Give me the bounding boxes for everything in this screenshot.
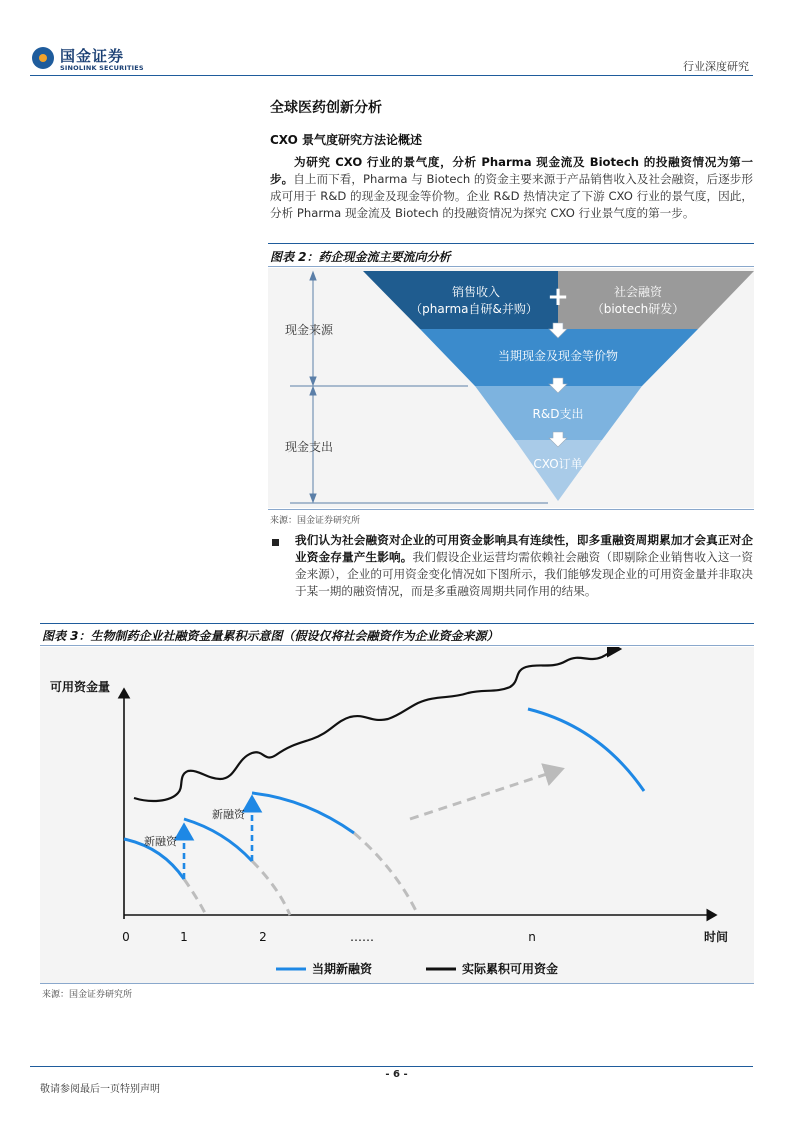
funnel-cash-label: 当期现金及现金等价物 (497, 349, 619, 363)
new-financing-label-1: 新融资 (144, 835, 177, 848)
tick-0: 0 (122, 930, 130, 944)
funnel-social-label: 社会融资 (613, 285, 663, 299)
figure3-source: 来源：国金证券研究所 (42, 990, 133, 1000)
figure2-title-rule (268, 266, 754, 267)
doc-type: 行业深度研究 (683, 60, 749, 73)
figure3-title-rule (40, 645, 754, 646)
figure2-bottom-rule (268, 509, 754, 510)
paragraph-2-text: 我们假设企业运营均需依赖社会融资（即剔除企业销售收入这一资金来源），企业的可用资金变化情况如下图所示，我们能够发现企业的可用资金量并非取决于某一期的融资情况，而是多重融资周期共同作用的结果。 (295, 550, 753, 598)
funnel-sales-label: 销售收入 (451, 285, 501, 299)
x-axis-label: 时间 (704, 930, 729, 944)
funnel-cxo-label: CXO订单 (533, 457, 583, 471)
plus-icon: + (547, 282, 569, 312)
section-title: 全球医药创新分析 (270, 100, 382, 116)
funnel-sales-sub: （pharma自研&并购） (410, 302, 538, 316)
funnel-social-sub: （biotech研发） (591, 302, 685, 316)
paragraph-1-text: 自上而下看，Pharma 与 Biotech 的资金主要来源于产品销售收入及社会融资，后逐步形成可用于 R&D 的现金及现金等价物。企业 R&D 热情决定了下游 CXO 行业的景气度，因此，分析 Pharma 现金流及 Biotech 的投融资情况为探究 CXO 行业景气度的第一步。 (270, 172, 753, 220)
label-cash-spend: 现金支出 (285, 440, 334, 454)
figure2-top-rule (268, 243, 754, 244)
header-divider (30, 75, 753, 76)
tick-1: 1 (180, 930, 188, 944)
tick-ellipsis: …… (350, 930, 374, 944)
figure3-chart (40, 647, 754, 983)
logo-text-en: SINOLINK SECURITIES (60, 64, 144, 72)
footer-disclaimer: 敬请参阅最后一页特别声明 (40, 1084, 160, 1095)
figure3-top-rule (40, 623, 754, 624)
legend-black-label: 实际累积可用资金 (462, 962, 559, 976)
logo-mark-dot (39, 54, 47, 62)
figure3-bottom-rule (40, 983, 754, 984)
legend-blue-label: 当期新融资 (312, 962, 373, 976)
figure2-title: 图表 2：药企现金流主要流向分析 (270, 250, 451, 264)
paragraph-2-bold: 我们认为社会融资对企业的可用资金影响具有连续性，即多重融资周期累加才会真正对企业资金存量产生影响。 (295, 533, 753, 564)
paragraph-1-bold: 为研究 CXO 行业的景气度，分析 Pharma 现金流及 Biotech 的投融资情况为第一步。 (270, 155, 753, 186)
funnel-rnd-label: R&D支出 (532, 407, 584, 421)
subsection-title: CXO 景气度研究方法论概述 (270, 133, 423, 147)
figure2-source: 来源：国金证券研究所 (270, 516, 361, 526)
logo-text-cn: 国金证券 (60, 47, 125, 65)
tick-n: n (528, 930, 536, 944)
bullet-square (272, 539, 279, 546)
paragraph-2 (295, 532, 753, 600)
page-number: - 6 - (385, 1069, 408, 1080)
figure2-diagram (268, 268, 754, 508)
new-financing-label-2: 新融资 (212, 808, 245, 821)
y-axis-label: 可用资金量 (50, 680, 111, 694)
footer-divider (30, 1066, 753, 1067)
paragraph-1 (270, 154, 753, 222)
figure3-title: 图表 3：生物制药企业社融资金量累积示意图（假设仅将社会融资作为企业资金来源） (42, 629, 499, 643)
label-cash-source: 现金来源 (285, 323, 334, 337)
tick-2: 2 (259, 930, 267, 944)
figure3-background (40, 647, 754, 983)
